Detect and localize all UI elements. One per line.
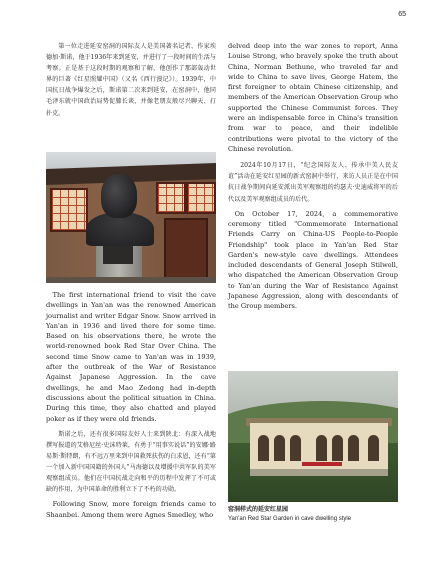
left-column-bottom	[46, 290, 216, 520]
right-zh-paragraph-1: 2024年10月17日，“纪念国际友人、传承中美人民友谊”活动在延安红星园的新式窑洞中举行，来访人员正是在中国抗日战争期间向延安派出美军观察组的约瑟夫·史迪威将军的后代以及美军观察组成员的后代。	[228, 162, 398, 203]
edgar-snow-bust-photo	[46, 152, 216, 283]
page-number: 65	[398, 11, 406, 18]
left-zh-paragraph-1: 第一位走进延安窑洞的国际友人是美国著名记者、作家埃德加·斯诺，他于1936年来到延安，并进行了一段时间的生活与考察。正是基于这段时期的观察和了解，他创作了那部轰动世界的巨著《红星照耀中国》（又名《西行漫记》）。1939年，中国抗日战争爆发之后，斯诺第二次来到延安，在窑洞中，他同毛泽东就中国政治局势促膝长谈，并像老朋友般尽兴聊天、打扑克。	[46, 43, 216, 117]
caption-zh: 窑洞样式的延安红星园	[228, 507, 289, 513]
right-en-paragraph-1: delved deep into the war zones to report, Anna Louise Strong, who bravely spoke the truth about China, Norman Bethune, who traveled far and wide to China to save lives, George Hatem, the first foreigner to obtain Chinese citizenship, and members of the American Observation Group who supported the Chinese Communist forces. They were an indispensable force in China's transition from war to peace, and their indelible contributions were pivotal to the victory of the Chinese revolution.	[228, 42, 398, 153]
left-column-top	[46, 41, 216, 119]
right-en-paragraph-2: On October 17, 2024, a commemorative ceremony titled "Commemorate International Friends Carry on China-US People-to-People Friendship" took place in Yan'an Red Star Garden's new-style cave dwellings. Attendees included descendants of General Joseph Stilwell, who dispatched the American Observation Group to Yan'an during the War of Resistance Against Japanese Aggression, along with descendants of the Group members.	[228, 209, 398, 311]
left-en-paragraph-2: Following Snow, more foreign friends came to Shaanbei. Among them were Agnes Smedley, who	[46, 500, 216, 519]
left-en-paragraph-1: The first international friend to visit the cave dwellings in Yan'an was the renowned American journalist and writer Edgar Snow. Snow arrived in Yan'an in 1936 and lived there for some time. Based on his observations there, he wrote the world-renowned book Red Star Over China. The second time Snow came to Yan'an was in 1939, after the outbreak of the War of Resistance Against Japanese Aggression. In the cave dwellings, he and Mao Zedong had in-depth discussions about the political situation in China. During this time, they also chatted and played poker as if they were old friends.	[46, 291, 216, 423]
photo-caption	[228, 506, 408, 524]
right-column	[228, 41, 398, 312]
red-star-garden-photo	[228, 371, 398, 502]
caption-en: Yan'an Red Star Garden in cave dwelling style	[228, 516, 352, 522]
left-zh-paragraph-2: 斯诺之后，还有很多国际友好人士来到陕北：有深入战地撰写报道的艾格尼丝·史沫特莱，有勇于“用事实说话”的安娜·路易斯·斯特朗，有不远万里来到中国救死扶伤的白求恩，还有“第一个加入新中国国籍的外国人”马海德以及增援中共军队的美军观察组成员。他们在中国抗战走向和平的历程中发挥了不可或缺的作用，为中国革命的胜利立下了不朽的功勋。	[46, 430, 216, 494]
